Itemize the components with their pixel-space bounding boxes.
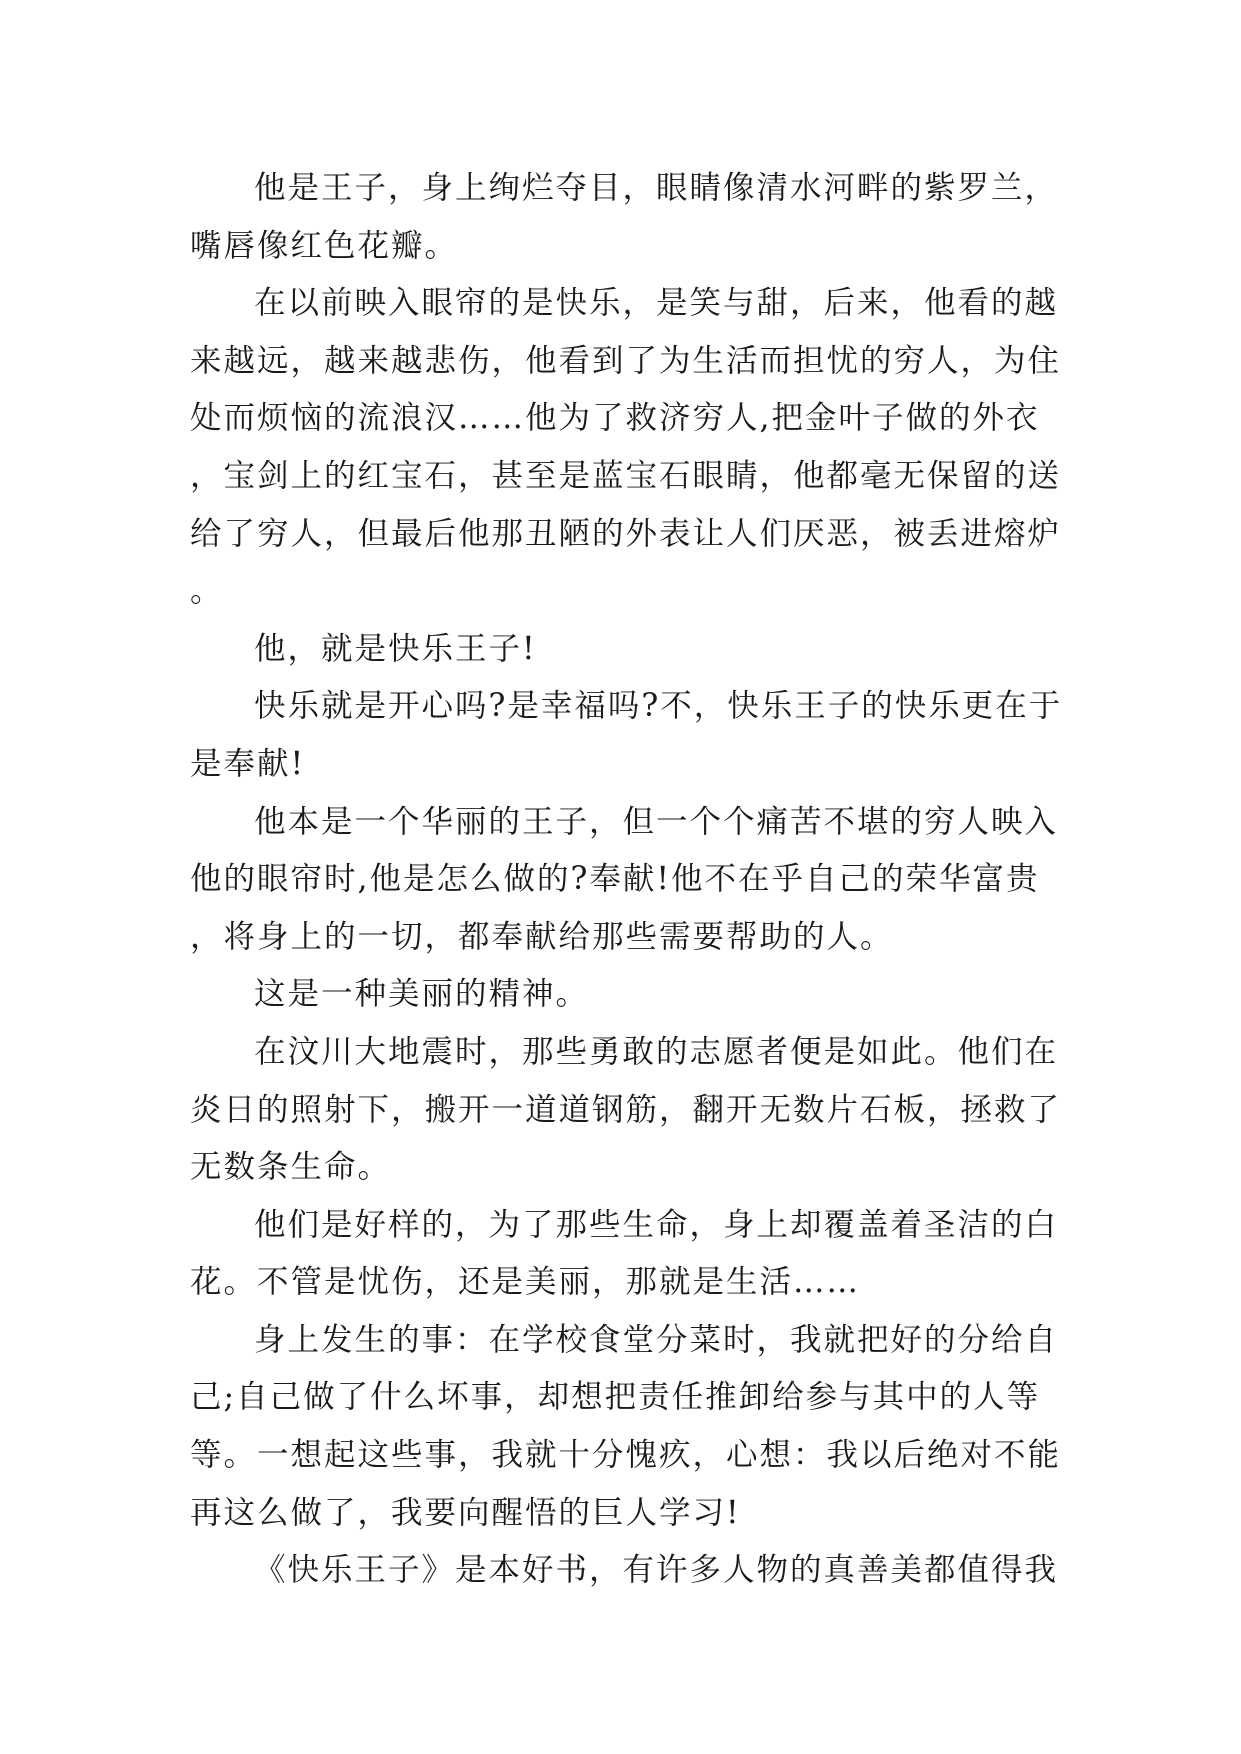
paragraph: 身上发生的事：在学校食堂分菜时，我就把好的分给自己;自己做了什么坏事，却想把责任推卸给参与其中的人等等。一想起这些事，我就十分愧疚，心想：我以后绝对不能再这么做了，我要向醒悟的巨人学习! (190, 1321, 1062, 1531)
paragraph: 快乐就是开心吗?是幸福吗?不，快乐王子的快乐更在于是奉献! (190, 688, 1063, 782)
paragraph: 《快乐王子》是本好书，有许多人物的真善美都值得我 (254, 1552, 1059, 1589)
document-body (190, 160, 1070, 1600)
paragraph: 在以前映入眼帘的是快乐，是笑与甜，后来，他看的越来越远，越来越悲伤，他看到了为生活而担忧的穷人，为住处而烦恼的流浪汉……他为了救济穷人,把金叶子做的外衣，宝剑上的红宝石，甚至是蓝宝石眼睛，他都毫无保留的送给了穷人，但最后他那丑陋的外表让人们厌恶，被丢进熔炉。 (190, 285, 1062, 610)
paragraph: 他们是好样的，为了那些生命，身上却覆盖着圣洁的白花。不管是忧伤，还是美丽，那就是生活…… (190, 1206, 1059, 1301)
paragraph: 他，就是快乐王子! (254, 630, 537, 667)
paragraph: 在汶川大地震时，那些勇敢的志愿者便是如此。他们在炎日的照射下，搬开一道道钢筋，翻开无数片石板，拯救了无数条生命。 (190, 1033, 1062, 1186)
paragraph: 他本是一个华丽的王子，但一个个痛苦不堪的穷人映入他的眼帘时,他是怎么做的?奉献!他不在乎自己的荣华富贵，将身上的一切，都奉献给那些需要帮助的人。 (190, 803, 1059, 955)
paragraph: 这是一种美丽的精神。 (254, 976, 590, 1013)
paragraph: 他是王子，身上绚烂夺目，眼睛像清水河畔的紫罗兰，嘴唇像红色花瓣。 (190, 170, 1059, 264)
